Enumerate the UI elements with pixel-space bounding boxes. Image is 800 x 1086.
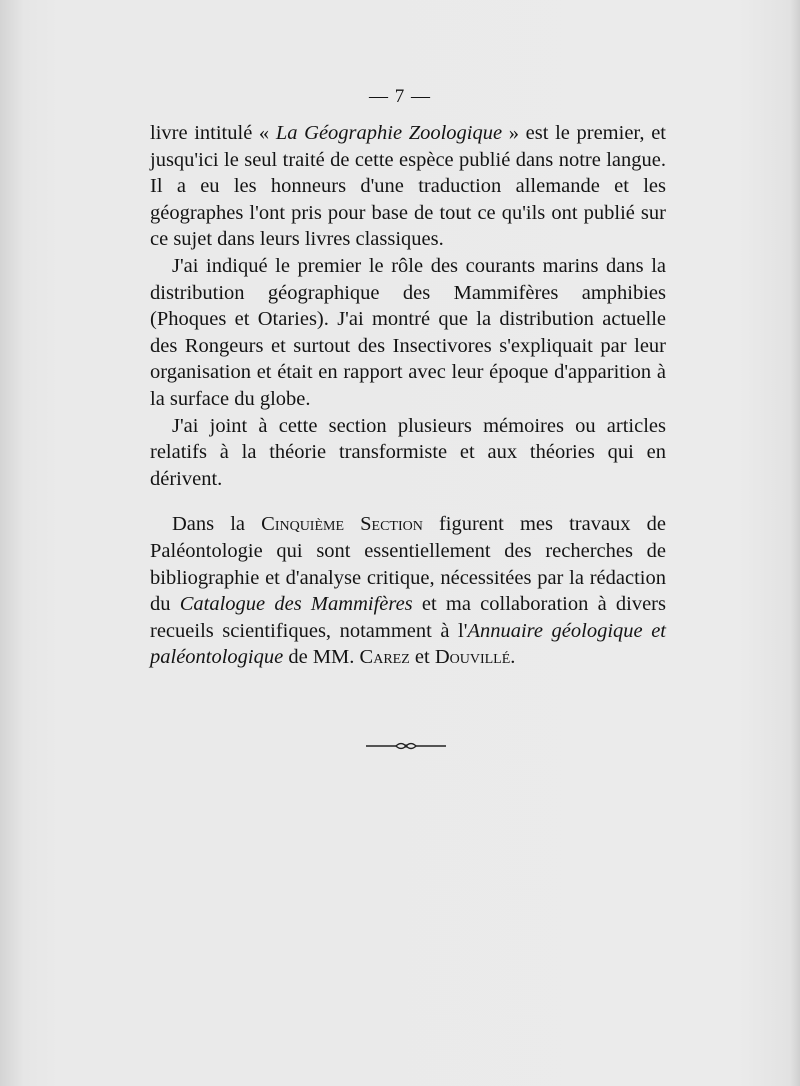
- paragraph-4-text-e: et: [409, 646, 435, 669]
- annuaire-title: Annuaire géologique et paléontologique: [150, 619, 666, 669]
- book-title: La Géographie Zoologique: [275, 122, 503, 144]
- paragraph-4-text-d: de MM.: [283, 646, 360, 669]
- paragraph-1-text-b: » est le premier, et jusqu'ici le seul traité de cette espèce publié dans notre langue. Il a eu les honneurs d'une traduction allemande et les géographes l'ont pris pour base de tout ce qu'ils ont publié sur ce sujet dans leurs livres classiques.: [150, 122, 666, 251]
- author-carez: Carez: [359, 646, 410, 669]
- section-divider-ornament: [366, 738, 446, 754]
- paragraph-1-text-a: livre intitulé «: [150, 122, 276, 144]
- section-name: Cinquième Section: [261, 513, 423, 536]
- paragraph-1: [150, 120, 666, 253]
- catalogue-title: Catalogue des Mammifères: [179, 593, 413, 616]
- paragraph-2: J'ai indiqué le premier le rôle des courants marins dans la distribution géographique des Mammifères amphibies (Phoques et Otaries). J'ai montré que la distribution actuelle des Rongeurs et surtout des Insectivores s'expliquait par leur organisation et était en rapport avec leur époque d'apparition à la surface du globe.: [150, 254, 666, 410]
- paragraph-4-text-a: Dans la: [172, 513, 262, 536]
- paragraph-4-text-b: figurent mes travaux de Paléontologie qui sont essentiellement des recherches de bibliographie et d'analyse critique, nécessitées par la rédaction du: [150, 513, 667, 616]
- paragraph-4: [150, 511, 666, 671]
- paragraph-4-text-c: et ma collaboration à divers recueils scientifiques, notamment à l': [150, 593, 666, 642]
- author-douville: Douvillé: [434, 646, 511, 669]
- paragraph-3: J'ai joint à cette section plusieurs mémoires ou articles relatifs à la théorie transformiste et aux théories qui en dérivent.: [150, 414, 666, 490]
- body-text: [150, 120, 666, 671]
- paragraph-4-text-f: .: [510, 646, 516, 669]
- page-number: — 7 —: [369, 86, 431, 107]
